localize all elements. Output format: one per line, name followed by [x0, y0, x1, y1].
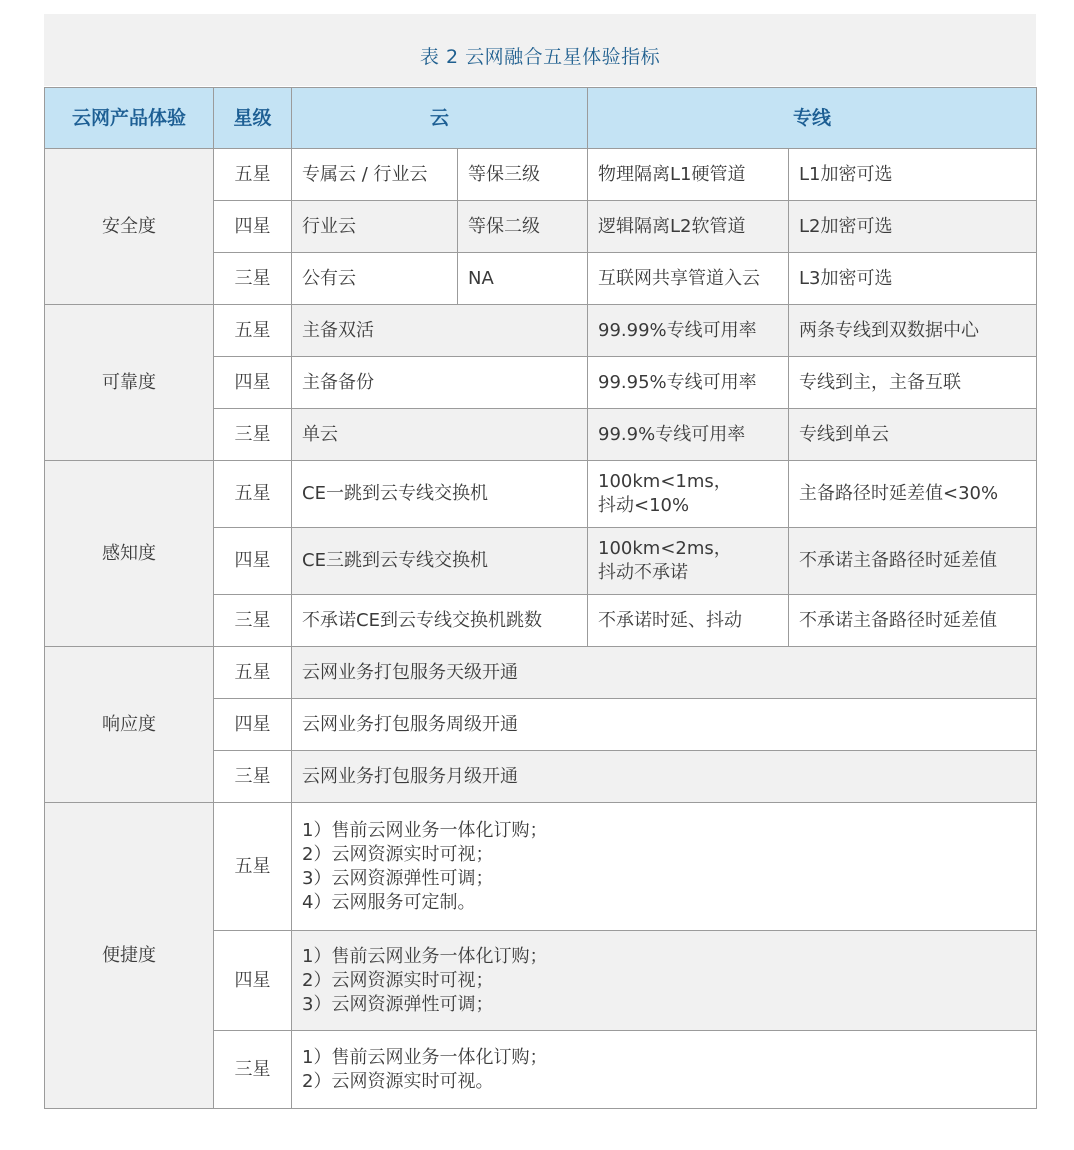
- header-star: 星级: [214, 88, 292, 149]
- line-isolation-cell: 互联网共享管道入云: [588, 253, 789, 305]
- star-cell: 四星: [214, 357, 292, 409]
- convenience-cell: [292, 1031, 1037, 1109]
- convenience-cell: [292, 931, 1037, 1031]
- star-cell: 三星: [214, 253, 292, 305]
- table-row: [45, 803, 1037, 931]
- line-encryption-cell: L3加密可选: [789, 253, 1037, 305]
- star-cell: 四星: [214, 931, 292, 1031]
- category-reliability: 可靠度: [45, 305, 214, 461]
- convenience-line: 4）云网服务可定制。: [302, 891, 476, 913]
- line-latency-cell: [588, 528, 789, 595]
- table-row: [45, 149, 1037, 201]
- cloud-cell: 主备备份: [292, 357, 588, 409]
- star-cell: 四星: [214, 201, 292, 253]
- cloud-cell: CE一跳到云专线交换机: [292, 461, 588, 528]
- convenience-line: 1）售前云网业务一体化订购；: [302, 1046, 548, 1068]
- line-availability-cell: 99.9%专线可用率: [588, 409, 789, 461]
- convenience-line: 3）云网资源弹性可调；: [302, 867, 494, 889]
- line-delay-diff-cell: 主备路径时延差值<30%: [789, 461, 1037, 528]
- table-row: [45, 647, 1037, 699]
- jitter-text: 抖动不承诺: [598, 562, 689, 583]
- line-topology-cell: 两条专线到双数据中心: [789, 305, 1037, 357]
- latency-text: 100km<1ms，: [598, 471, 732, 492]
- convenience-line: 2）云网资源实时可视；: [302, 843, 494, 865]
- line-delay-diff-cell: 不承诺主备路径时延差值: [789, 595, 1037, 647]
- line-encryption-cell: L1加密可选: [789, 149, 1037, 201]
- star-cell: 四星: [214, 699, 292, 751]
- cloud-type-cell: 专属云 / 行业云: [292, 149, 458, 201]
- line-availability-cell: 99.95%专线可用率: [588, 357, 789, 409]
- table-row: [45, 305, 1037, 357]
- cloud-cell: 不承诺CE到云专线交换机跳数: [292, 595, 588, 647]
- cloud-level-cell: 等保三级: [458, 149, 588, 201]
- star-cell: 四星: [214, 528, 292, 595]
- cloud-level-cell: 等保二级: [458, 201, 588, 253]
- star-cell: 五星: [214, 803, 292, 931]
- cloud-level-cell: NA: [458, 253, 588, 305]
- convenience-line: 1）售前云网业务一体化订购；: [302, 819, 548, 841]
- line-latency-cell: 不承诺时延、抖动: [588, 595, 789, 647]
- category-security: 安全度: [45, 149, 214, 305]
- line-topology-cell: 专线到主，主备互联: [789, 357, 1037, 409]
- cloud-type-cell: 行业云: [292, 201, 458, 253]
- star-cell: 三星: [214, 751, 292, 803]
- table-header-row: [45, 88, 1037, 149]
- convenience-cell: [292, 803, 1037, 931]
- star-cell: 五星: [214, 149, 292, 201]
- star-cell: 五星: [214, 647, 292, 699]
- category-response: 响应度: [45, 647, 214, 803]
- star-cell: 五星: [214, 305, 292, 357]
- cloud-cell: CE三跳到云专线交换机: [292, 528, 588, 595]
- star-experience-table: [44, 87, 1037, 1109]
- convenience-line: 3）云网资源弹性可调；: [302, 993, 494, 1015]
- caption-bar: [44, 14, 1036, 86]
- line-availability-cell: 99.99%专线可用率: [588, 305, 789, 357]
- response-cell: 云网业务打包服务天级开通: [292, 647, 1037, 699]
- table-caption: 表 2 云网融合五星体验指标: [419, 46, 661, 68]
- line-latency-cell: [588, 461, 789, 528]
- table-row: [45, 461, 1037, 528]
- cloud-cell: 单云: [292, 409, 588, 461]
- line-isolation-cell: 逻辑隔离L2软管道: [588, 201, 789, 253]
- star-cell: 三星: [214, 595, 292, 647]
- star-cell: 三星: [214, 409, 292, 461]
- convenience-line: 2）云网资源实时可视；: [302, 969, 494, 991]
- line-topology-cell: 专线到单云: [789, 409, 1037, 461]
- line-delay-diff-cell: 不承诺主备路径时延差值: [789, 528, 1037, 595]
- cloud-cell: 主备双活: [292, 305, 588, 357]
- category-perception: 感知度: [45, 461, 214, 647]
- header-experience: 云网产品体验: [45, 88, 214, 149]
- convenience-line: 2）云网资源实时可视。: [302, 1070, 494, 1092]
- jitter-text: 抖动<10%: [598, 495, 690, 516]
- category-convenience: 便捷度: [45, 803, 214, 1109]
- star-cell: 五星: [214, 461, 292, 528]
- cloud-type-cell: 公有云: [292, 253, 458, 305]
- line-encryption-cell: L2加密可选: [789, 201, 1037, 253]
- header-cloud: 云: [292, 88, 588, 149]
- convenience-line: 1）售前云网业务一体化订购；: [302, 945, 548, 967]
- star-cell: 三星: [214, 1031, 292, 1109]
- response-cell: 云网业务打包服务周级开通: [292, 699, 1037, 751]
- response-cell: 云网业务打包服务月级开通: [292, 751, 1037, 803]
- header-line: 专线: [588, 88, 1037, 149]
- line-isolation-cell: 物理隔离L1硬管道: [588, 149, 789, 201]
- latency-text: 100km<2ms，: [598, 538, 732, 559]
